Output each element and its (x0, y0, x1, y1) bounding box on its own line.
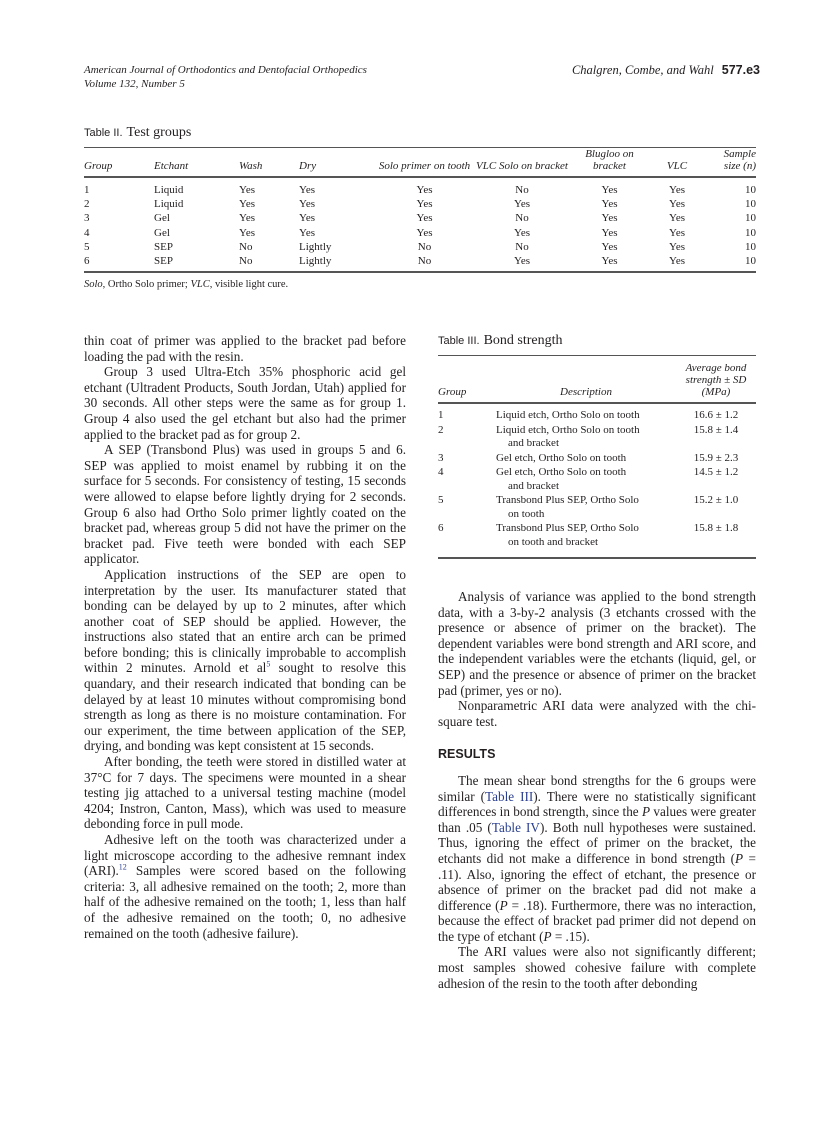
cell: 10 (745, 212, 756, 225)
table-row (84, 211, 756, 225)
cell: 10 (745, 226, 756, 239)
col-header: Sample size (n) (707, 148, 756, 177)
cell: Yes (472, 254, 572, 272)
table-2-title: Test groups (126, 125, 192, 140)
col-header: Group (84, 148, 154, 177)
desc-line: Gel etch, Ortho Solo on tooth (496, 466, 627, 478)
cell: 2 (438, 423, 444, 436)
cell: Yes (668, 212, 685, 225)
citation-link[interactable]: 5 (266, 660, 271, 670)
right-column (438, 589, 756, 991)
paragraph: thin coat of primer was applied to the bracket pad before loading the pad with the resin. (84, 333, 406, 364)
paragraph: After bonding, the teeth were stored in distilled water at 37°C for 7 days. The specimens were mounted in a shear testing jig attached to a universal testing machine (model 4204; Instron, Canton, Mass), which was used to measure debonding force in pull mode. (84, 754, 406, 832)
text: ). There were no statistically significant differences in bond strength, since the (438, 788, 756, 820)
cell (496, 522, 676, 558)
col-header: Wash (239, 148, 299, 177)
cell: 10 (707, 254, 756, 272)
cell: SEP (154, 240, 173, 253)
table-row (84, 254, 756, 272)
table-4-link[interactable]: Table IV (491, 819, 540, 835)
cell: 3 (84, 212, 90, 225)
cell: Yes (416, 198, 433, 211)
table-row (84, 197, 756, 211)
cell: Yes (416, 212, 433, 225)
table-3-caption (438, 333, 756, 349)
text: The mean shear bond strengths for the 6 groups were similar ( (438, 772, 756, 804)
cell: Yes (299, 198, 316, 211)
desc-line: on tooth (508, 507, 545, 520)
text: sought to resolve this quandary, and their research indicated that bonding can be delayed by at least 10 minutes without compromising bond strength as long as there is no moisture contamination. For our experiment, the time between application of the SEP, drying, and bonding was kept consistent at 15 seconds. (84, 660, 406, 754)
desc-line: and bracket (508, 437, 559, 449)
cell: 10 (745, 198, 756, 211)
cell (496, 452, 676, 467)
col-header: Etchant (154, 148, 239, 177)
cell: Yes (572, 254, 647, 272)
col-header: VLC (647, 148, 707, 177)
table-row (438, 452, 756, 467)
cell: Lightly (299, 240, 332, 253)
cell: 4 (438, 466, 444, 478)
desc-line: Liquid etch, Ortho Solo on tooth (496, 423, 640, 436)
cell: Yes (601, 226, 618, 239)
journal-title: American Journal of Orthodontics and Dentofacial Orthopedics (84, 64, 367, 76)
text: P (499, 897, 508, 913)
desc-line: Transbond Plus SEP, Ortho Solo (496, 522, 639, 534)
cell: Yes (647, 254, 707, 272)
cell (496, 424, 676, 452)
table-row (84, 226, 756, 240)
paragraph (84, 567, 406, 754)
footnote-abbr: Solo (84, 279, 103, 291)
table-2 (84, 125, 756, 290)
cell: 15.8 ± 1.4 (693, 423, 739, 436)
col-header: Description (496, 356, 676, 403)
cell: Yes (239, 184, 256, 196)
text: ). Both null hypotheses were sustained. Thus, ignoring the effect of primer on the bracket, the etchants did not make a difference in bond strength ( (438, 819, 757, 866)
cell: No (239, 240, 253, 253)
col-header: Solo primer on tooth (377, 148, 472, 177)
cell: 14.5 ± 1.2 (693, 466, 739, 478)
cell: Lightly (299, 254, 377, 272)
text: Adhesive left on the tooth was characterized under a light microscope according to the adhesive remnant index (ARI). (84, 832, 406, 879)
desc-line: Gel etch, Ortho Solo on tooth (496, 451, 627, 464)
cell: 1 (438, 409, 444, 421)
cell: No (417, 240, 432, 253)
cell: Yes (668, 184, 685, 196)
journal-info (84, 63, 367, 91)
paragraph: Analysis of variance was applied to the bond strength data, with a 3-by-2 analysis (3 etchants crossed with the presence or absence of primer on the bracket). The dependent variables were bond strength and ARI score, and the independent variables were the etchants (liquid, gel, or SEP) and the presence or absence of primer on the bracket pad (primer, yes or no). (438, 589, 756, 698)
cell: Yes (416, 226, 433, 239)
cell: Yes (239, 226, 256, 239)
cell: 1 (84, 184, 90, 196)
footnote-abbr: VLC (190, 279, 210, 291)
paragraph (438, 773, 756, 945)
cell: Yes (299, 184, 316, 196)
cell: 15.8 ± 1.8 (676, 522, 756, 558)
paragraph (84, 832, 406, 941)
cell: 10 (745, 184, 756, 196)
cell: Liquid (154, 184, 184, 196)
text: P (543, 928, 552, 944)
cell: Yes (601, 198, 618, 211)
table-2-caption (84, 125, 756, 141)
text: P (642, 804, 651, 820)
col-header: VLC Solo on bracket (472, 148, 572, 177)
cell: No (239, 254, 299, 272)
cell: 6 (84, 254, 154, 272)
paragraph: Group 3 used Ultra-Etch 35% phosphoric acid gel etchant (Ultradent Products, South Jordan, Utah) applied for 30 seconds. All other steps were the same as for group 1. Group 4 also used the gel etchant but also had the primer applied to the bracket pad as for group 2. (84, 364, 406, 442)
cell: Yes (299, 212, 316, 225)
table-3-title: Bond strength (483, 333, 563, 348)
table-row (438, 403, 756, 424)
text: Application instructions of the SEP are open to interpretation by the user. Its manufacturer stated that bonding can be delayed by up to 2 minutes, after which another coat of SEP should be applied. However, the instructions also stated that an entire arch can be primed before bonding; this is clinically improbable to accomplish within 2 minutes. Arnold et al (84, 566, 406, 676)
table-2-label: Table II. (84, 127, 123, 139)
cell: Yes (601, 184, 618, 196)
table-row (84, 240, 756, 254)
paragraph: A SEP (Transbond Plus) was used in groups 5 and 6. SEP was applied to moist enamel by rubbing it on the surface for 5 seconds. For consistency of testing, 15 seconds were allowed to elapse before lightly drying for 2 seconds. Group 6 also had Ortho Solo primer lightly coated on the bracket pad, whereas group 5 did not have the primer on the bracket pad. Five teeth were bonded with each SEP applicator. (84, 442, 406, 567)
citation-link[interactable]: 12 (118, 862, 127, 872)
cell: No (515, 240, 529, 253)
col-header: Dry (299, 148, 377, 177)
desc-line: Liquid etch, Ortho Solo on tooth (496, 409, 640, 421)
cell: No (515, 184, 529, 196)
table-row (438, 466, 756, 494)
author-page (572, 63, 760, 77)
cell: Yes (513, 226, 530, 239)
text: P (735, 850, 744, 866)
paragraph: Nonparametric ARI data were analyzed with the chi-square test. (438, 698, 756, 729)
authors: Chalgren, Combe, and Wahl (571, 63, 714, 77)
table-3 (438, 333, 756, 559)
cell: Yes (668, 240, 685, 253)
table-3-label: Table III. (438, 335, 480, 347)
cell: 15.2 ± 1.0 (693, 494, 739, 506)
cell: SEP (154, 254, 239, 272)
cell: 16.6 ± 1.2 (693, 409, 739, 421)
cell: 15.9 ± 2.3 (693, 451, 739, 464)
cell (496, 494, 676, 522)
cell: Gel (154, 226, 170, 239)
cell: 5 (84, 240, 90, 253)
cell: Gel (154, 212, 170, 225)
desc-line: on tooth and bracket (508, 535, 599, 548)
cell: 5 (438, 494, 444, 506)
cell: Yes (601, 212, 618, 225)
cell (496, 403, 676, 424)
table-3-link[interactable]: Table III (485, 788, 534, 804)
cell: 10 (745, 240, 756, 253)
footnote-text: , visible light cure. (209, 279, 289, 291)
text: values were greater than .05 ( (438, 804, 756, 835)
bond-strength-table (438, 356, 756, 559)
footnote-text: , Ortho Solo primer; (102, 279, 191, 291)
cell: Yes (668, 198, 685, 211)
table-row (438, 424, 756, 452)
text: = .11). Also, ignoring the effect of etchant, the presence or absence of primer on the bracket pad did not make a difference ( (438, 850, 756, 913)
cell: Yes (513, 198, 530, 211)
cell: Yes (299, 226, 316, 239)
col-header: Average bond strength ± SD (MPa) (676, 356, 756, 403)
col-header: Group (438, 356, 496, 403)
page-number: 577.e3 (721, 63, 760, 77)
cell: Yes (601, 240, 618, 253)
cell: 2 (84, 198, 90, 211)
section-heading-results: RESULTS (438, 747, 496, 762)
cell: Yes (416, 184, 433, 196)
text: Samples were scored based on the following criteria: 3, all adhesive remained on the tooth; 2, more than half of the adhesive remained on the tooth; 1, less than half of the adhesive remained on the tooth; 0, no adhesive remained on the tooth (adhesive failure). (84, 863, 406, 941)
cell: 6 (438, 522, 496, 558)
cell: No (377, 254, 472, 272)
cell: Liquid (154, 198, 184, 211)
cell: Yes (239, 212, 256, 225)
cell: 3 (438, 451, 444, 464)
left-column (84, 333, 406, 941)
cell: No (515, 212, 529, 225)
desc-line: Transbond Plus SEP, Ortho Solo (496, 494, 639, 506)
text: = .15). (551, 928, 590, 944)
desc-line: and bracket (508, 479, 559, 492)
table-row (438, 494, 756, 522)
paragraph: The ARI values were also not significantly different; most samples showed cohesive failure with complete adhesion of the resin to the tooth after debonding (438, 944, 756, 991)
table-2-footnote (84, 279, 756, 290)
journal-volume: Volume 132, Number 5 (84, 78, 185, 90)
table-row (84, 177, 756, 197)
test-groups-table (84, 148, 756, 273)
cell: Yes (668, 226, 685, 239)
cell (496, 466, 676, 494)
cell: Yes (239, 198, 256, 211)
text: = .18). Furthermore, there was no interaction, because the effect of bracket pad primer did not depend on the type of etchant ( (438, 897, 757, 944)
col-header: Blugloo on bracket (572, 148, 647, 177)
cell: 4 (84, 226, 90, 239)
table-row (438, 522, 756, 558)
